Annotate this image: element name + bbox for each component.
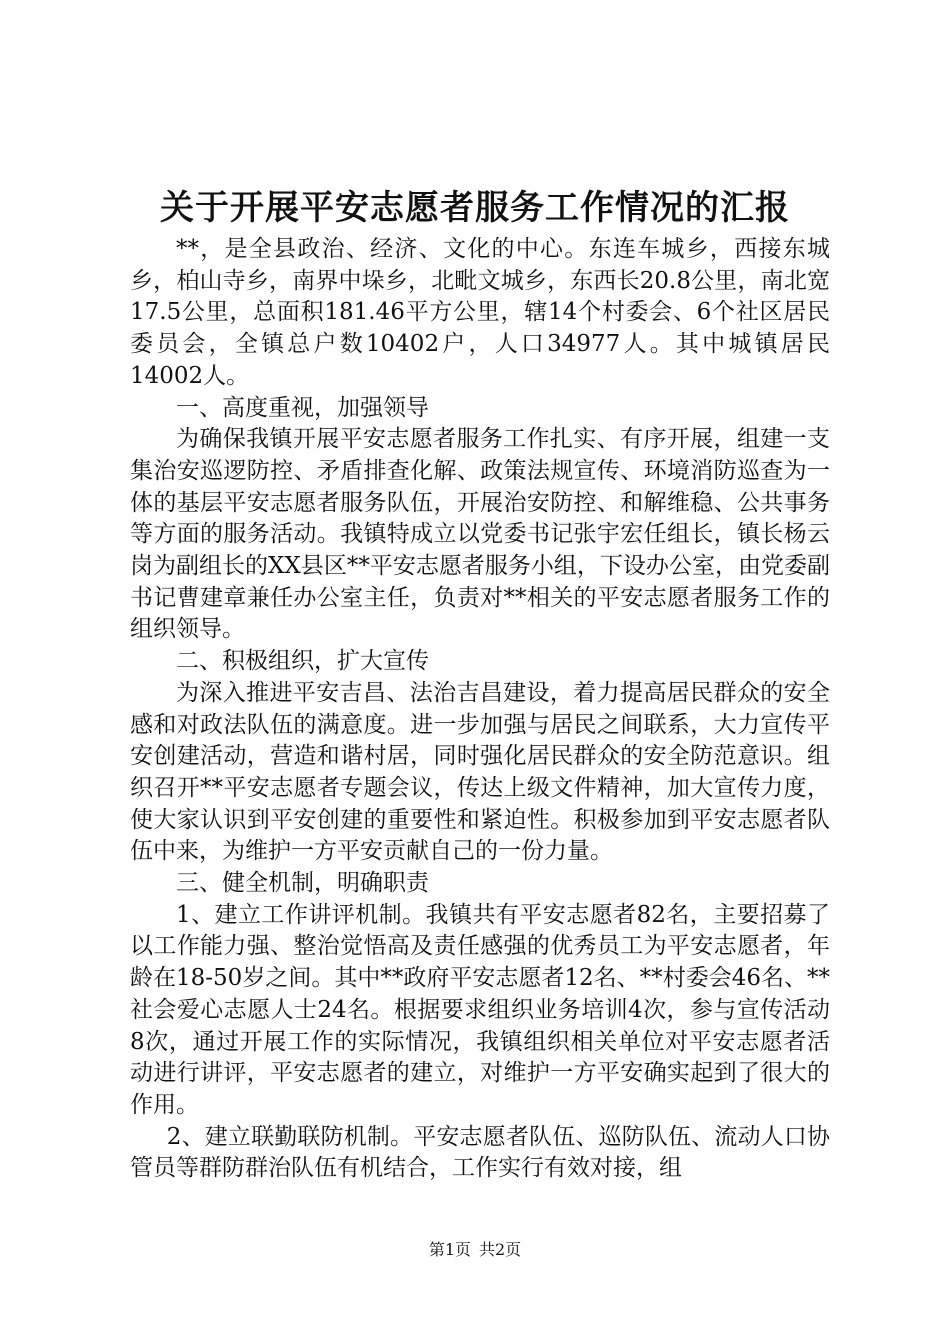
- page-footer: [0, 1239, 950, 1261]
- section-1-paragraph: 为确保我镇开展平安志愿者服务工作扎实、有序开展，组建一支集治安巡逻防控、矛盾排查化解、政策法规宣传、环境消防巡查为一体的基层平安志愿者服务队伍，开展治安防控、和解维稳、公共事务等方面的服务活动。我镇特成立以党委书记张宇宏任组长，镇长杨云岗为副组长的XX县区**平安志愿者服务小组，下设办公室，由党委副书记曹建章兼任办公室主任，负责对**相关的平安志愿者服务工作的组织领导。: [130, 426, 830, 643]
- section-2-paragraph: 为深入推进平安吉昌、法治吉昌建设，着力提高居民群众的安全感和对政法队伍的满意度。进一步加强与居民之间联系，大力宣传平安创建活动，营造和谐村居，同时强化居民群众的安全防范意识。组织召开**平安志愿者专题会议，传达上级文件精神，加大宣传力度，使大家认识到平安创建的重要性和紧迫性。积极参加到平安志愿者队伍中来，为维护一方平安贡献自己的一份力量。: [130, 679, 830, 865]
- section-heading-2: 二、积极组织，扩大宣传: [176, 648, 429, 675]
- page-number: 第1页: [428, 1240, 471, 1259]
- document-title: 关于开展平安志愿者服务工作情况的汇报: [160, 188, 790, 228]
- document-body: [130, 234, 830, 1185]
- section-3-item-1: 1、建立工作讲评机制。我镇共有平安志愿者82名，主要招募了以工作能力强、整治觉悟高及责任感强的优秀员工为平安志愿者，年龄在18-50岁之间。其中**政府平安志愿者12名、**村委会46名、**社会爱心志愿人士24名。根据要求组织业务培训4次，参与宣传活动8次，通过开展工作的实际情况，我镇组织相关单位对平安志愿者活动进行讲评，平安志愿者的建立，对维护一方平安确实起到了很大的作用。: [130, 901, 830, 1118]
- intro-paragraph: **，是全县政治、经济、文化的中心。东连车城乡，西接东城乡，柏山寺乡，南界中垛乡，北毗文城乡，东西长20.8公里，南北宽17.5公里，总面积181.46平方公里，辖14个村委会、6个社区居民委员会，全镇总户数10402户，人口34977人。其中城镇居民14002人。: [130, 236, 830, 389]
- section-heading-3: 三、健全机制，明确职责: [176, 870, 429, 897]
- page-total: 共2页: [479, 1240, 522, 1259]
- section-3-item-2: 2、建立联勤联防机制。平安志愿者队伍、巡防队伍、流动人口协管员等群防群治队伍有机结合，工作实行有效对接，组: [130, 1123, 830, 1182]
- section-heading-1: 一、高度重视，加强领导: [176, 394, 429, 421]
